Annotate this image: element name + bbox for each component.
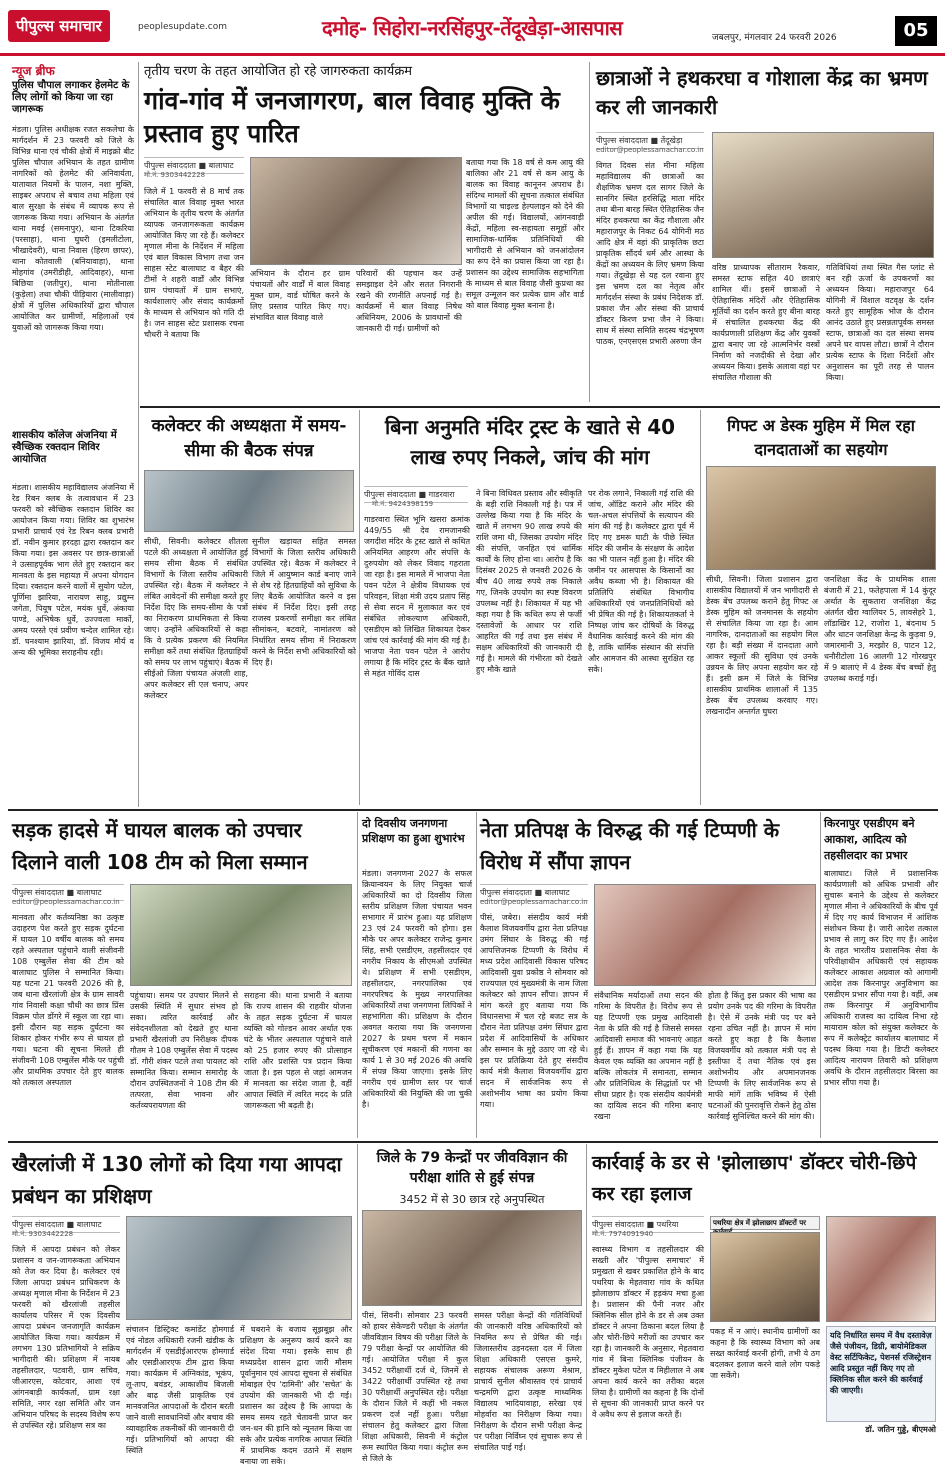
story4-mobile: मो.नं. 9424398159 bbox=[372, 500, 434, 508]
story12-quote-signature: डॉ. जतिन गुड्डे, बीएमओ bbox=[865, 1425, 936, 1434]
section-rule bbox=[8, 809, 938, 811]
newspaper-logo: पीपुल्स समाचार bbox=[8, 10, 110, 42]
story10-col-3-text: में घबराने के बजाय सूझबूझ और प्रशिक्षण के अनुरूप कार्य करने का संदेश दिया गया। इसके साथ ही मध्यप्रदेश शासन द्वारा जारी मौसम पूर्वानुमान एवं आपदा सूचना से संबंधित मोबाइल ऐप 'दामिनी' और 'सचेत' के उपयोग की जानकारी भी दी गई। प्रशासन का उद्देश्य है कि आपदा के समय समय रहते चेतावनी प्राप्त कर जन-धन की हानि को न्यूनतम किया जा सके और प्रत्येक नागरिक आपात स्थिति में प्राथमिक कदम उठाने में सक्षम बनाया जा सके। bbox=[240, 1325, 353, 1466]
brief-2-headline: शासकीय कॉलेज अंजनिया में स्वैच्छिक रक्तदान शिविर आयोजित bbox=[12, 430, 117, 465]
story12-mobile: मो.नं. 7974091940 bbox=[592, 1230, 654, 1238]
story10-photo bbox=[126, 1216, 352, 1320]
story10-headline: खैरलांजी में 130 लोगों को दिया गया आपदा प्रबंधन का प्रशिक्षण bbox=[12, 1152, 342, 1208]
story11-col-2-text: समस्त परीक्षा केन्द्रों की गतिविधियों की जानकारी वरिष्ठ अधिकारियों को नियमित रूप से प्रेषित की गई। जिलास्तरीय उड़नदस्ता दल में जिला शिक्षा अधिकारी एसएस कुमरे, सहायक संचालक अरूण मेश्राम, प्राचार्य सुनील श्रीवास्तव एवं प्राचार्य चन्द्रमणि द्वारा उत्कृष्ट माध्यमिक विद्यालय भादियावाहा, सरेखा एवं मोहर्वारा का निरीक्षण किया गया। निरीक्षण के दौरान सभी परीक्षा केन्द्र पर परीक्षा निर्विघ्न एवं सुचारू रूप से संचालित पाई गई। bbox=[474, 1311, 582, 1452]
story4-col-2-text: ने बिना विधिवत प्रस्ताव और स्वीकृति के बड़ी राशि निकाली गई है। पत्र में उल्लेख किया गया है कि मंदिर के खाते में लगभग 90 लाख रुपये की राशि जमा थी, जिसका उपयोग मंदिर की संपत्ति, जनहित एवं धार्मिक कार्यों के लिए होना था। आरोप है कि दिसंबर 2025 से जनवरी 2026 के बीच 40 लाख रुपये तक निकाले गए, जिनके उपयोग का स्पष्ट विवरण उपलब्ध नहीं है। शिकायत में यह भी कहा गया है कि कथित रूप से फर्जी दस्तावेजों के आधार पर राशि आहरित की गई तथा इस संबंध में सक्षम अधिकारियों की जानकारी दी गई है। मामले की गंभीरता को देखते हुए मौके खाते bbox=[476, 489, 582, 674]
story2-email: editor@peoplessamachar.co.in bbox=[596, 146, 704, 154]
story1-col-1-text: जिले में 1 फरवरी से 8 मार्च तक संचालित बाल विवाह मुक्त भारत अभियान के तृतीय चरण के अंतर्गत व्यापक जनजागरूकता कार्यक्रम आयोजित किए जा रहे हैं। कलेक्टर मृणाल मीना के निर्देशन में महिला एवं बाल विकास विभाग तथा जन साहस स्टेट बालाघाट व बैहर की टीमों ने शहरी वार्डों और विभिन्न ग्राम पंचायतों में ग्राम सभाएं, कार्यशालाएं और संवाद कार्यक्रमों के माध्यम से अभियान को गति दी है। जन साहस स्टेट प्रशासक रचना चौधरी ने बताया कि bbox=[144, 187, 244, 339]
story6-col-3-text: सराहना की। थाना प्रभारी ने बताया कि राज्य शासन की राहवीर योजना के तहत सड़क दुर्घटना में घायल व्यक्ति को गोल्डन आवर अर्थात एक घंटे के भीतर अस्पताल पहुंचाने वाले को 25 हजार रुपए की प्रोत्साहन राशि और प्रशस्ति पत्र प्रदान किया जाता है। इस पहल से जहां आमजन में मानवता का संदेश जाता है, वहीं आपात स्थिति में त्वरित मदद के प्रति जागरूकता भी बढ़ती है। bbox=[244, 991, 352, 1110]
story8-byline: पीपुल्स संवाददाता ■ बालाघाट bbox=[480, 884, 588, 901]
story11-col-1-text: पीसं, सिवनी। सोमवार 23 फरवरी को हायर सेकेण्डरी परीक्षा के अंतर्गत जीवविज्ञान विषय की परीक्षा जिले के 79 परीक्षा केन्द्रों पर आयोजित की गई। आयोजित परीक्षा में कुल 3452 परीक्षार्थी दर्ज थे, जिनमें से 3422 परीक्षार्थी उपस्थित रहे तथा 30 परीक्षार्थी अनुपस्थित रहे। परीक्षा के दौरान जिले में कहीं भी नकल प्रकरण दर्ज नहीं हुआ। परीक्षा संचालन हेतु कलेक्टर द्वारा जिला शिक्षा अधिकारी, सिवनी में कंट्रोल रूम स्थापित किया गया। कंट्रोल रूम से जिले के bbox=[362, 1311, 468, 1463]
story5-headline: गिफ्ट अ डेस्क मुहिम में मिल रहा दानदाताओं का सहयोग bbox=[727, 416, 915, 459]
story1-col-3-text: परिवारों की पहचान कर उन्हें समझाइश देने और सतत निगरानी रखने की रणनीति अपनाई गई है। कार्यक्रमों में बाल विवाह निषेध अधिनियम, 2006 के प्रावधानों की जानकारी दी गई। ग्रामीणों को bbox=[356, 269, 462, 333]
section-rule bbox=[8, 1141, 938, 1143]
column-rule bbox=[820, 812, 821, 1138]
story9-body: बालाघाट। जिले में प्रशासनिक कार्यप्रणाली को अधिक प्रभावी और सुचारू बनाने के उद्देश्य से कलेक्टर मृणाल मीना ने अधिकारियों के बीच पूर्व में दिए गए कार्य विभाजन में आंशिक संशोधन किया है। जारी आदेश तत्काल प्रभाव से लागू कर दिए गए हैं। आदेश के तहत भारतीय प्रशासनिक सेवा के परिवीक्षाधीन अधिकारी एवं सहायक कलेक्टर आकाश अग्रवाल को आगामी आदेश तक किरनापुर अनुविभाग का एसडीएम प्रभार सौंपा गया है। वहीं, अब तक किरनापुर में अनुविभागीय अधिकारी राजस्व का दायित्व निभा रहे मायाराम कोल को संयुक्त कलेक्टर के रूप में कलेक्ट्रेट कार्यालय बालाघाट में पदस्थ किया गया है। डिप्टी कलेक्टर आदित्य नारायण तिवारी को प्रशिक्षण अवधि के दौरान तहसीलदार बिरसा का प्रभार सौंपा गया है। bbox=[824, 869, 938, 1087]
story6-col-1-text: मानवता और कर्तव्यनिष्ठा का उत्कृष्ट उदाहरण पेश करते हुए सड़क दुर्घटना में घायल 10 वर्षीय बालक को समय रहते अस्पताल पहुंचाने वाली संजीवनी 108 एम्बुलेंस सेवा की टीम को बालाघाट पुलिस ने सम्मानित किया। यह घटना 21 फरवरी 2026 की है, जब थाना खैरलांजी क्षेत्र के ग्राम सावरी गांव निवासी कक्षा चौथी का छात्र प्रिंस विक्रम पोल डोंगरे में स्कूल जा रहा था। इसी दौरान यह सड़क दुर्घटना का शिकार होकर गंभीर रूप से घायल हो गया। घटना की सूचना मिलते ही संजीवनी 108 एम्बुलेंस मौके पर पहुंची और प्राथमिक उपचार देते हुए बालक को तत्काल अस्पताल bbox=[12, 913, 124, 1087]
story7-headline: दो दिवसीय जनगणना प्रशिक्षण का हुआ शुभारंभ bbox=[362, 817, 465, 845]
story6-email: editor@peoplessamachar.co.in bbox=[12, 898, 120, 906]
story1-mobile: मो.नं. 9303442228 bbox=[144, 171, 206, 179]
masthead bbox=[0, 0, 945, 56]
column-rule bbox=[476, 812, 477, 1138]
story2-col-3-text: गतिविधियां तथा स्थित गैस प्लांट से बन रही ऊर्जा के उपकरणों का अध्ययन किया। महाराजपुर 64 योगिनी में विशाल वटवृक्ष के दर्शन करते हुए सामूहिक भोज के दौरान आनंद उठाते हुए प्रसन्नतापूर्वक समस्त स्टाफ, छात्राओं का दल संस्था समय अपने घर वापस लौटा। छात्रों ने दौरान प्रत्येक स्टाफ के दिशा निर्देशों और अनुशासन का पूरी तरह से पालन किया। bbox=[826, 263, 934, 382]
story12-quote-box: यदि निर्धारित समय में वैध दस्तावेज़ जैसे पंजीयन, डिग्री, बायोमेडिकल वेस्ट सर्टिफिकेट, पेशनर्स रजिस्ट्रेशन आदि प्रस्तुत नहीं किए गए तो क्लिनिक सील करने की कार्रवाई की जाएगी। bbox=[826, 1326, 936, 1422]
story12-clipping-title: पथरिया क्षेत्र में झोलाछाप डॉक्टरों पर bbox=[710, 1216, 820, 1230]
column-rule bbox=[586, 1144, 587, 1440]
story1-col-2-text: अभियान के दौरान हर ग्राम पंचायतों और वार्डों में बाल विवाह मुक्त ग्राम, वार्ड घोषित करने के लिए प्रस्ताव पारित किए गए। संभावित बाल विवाह वाले bbox=[250, 269, 350, 322]
story5-photo bbox=[706, 466, 936, 570]
story8-col-1-text: पीसं, जबेरा। संसदीय कार्य मंत्री कैलाश विजयवर्गीय द्वारा नेता प्रतिपक्ष उमंग सिंघार के विरुद्ध की गई आपत्तिजनक टिप्पणी के विरोध में मध्य प्रदेश आदिवासी विकास परिषद आदिवासी युवा प्रकोष्ठ ने सोमवार को राज्यपाल एवं मुख्यमंत्री के नाम जिला कलेक्टर को ज्ञापन सौंपा। ज्ञापन में मांग करते हुए बताया गया कि विधानसभा में चल रहे बजट सत्र के दौरान नेता प्रतिपक्ष उमंग सिंघार द्वारा प्रदेश में आदिवासियों के अधिकार और सम्मान के मुद्दे उठाए जा रहे थे। इस पर प्रतिक्रिया देते हुए संसदीय कार्य मंत्री कैलाश विजयवर्गीय द्वारा सदन में सार्वजनिक रूप से अशोभनीय भाषा का प्रयोग किया गया। bbox=[480, 913, 588, 1109]
story6-headline: सड़क हादसे में घायल बालक को उपचार दिलाने वाली 108 टीम को मिला सम्मान bbox=[12, 818, 308, 874]
site-url: peoplesupdate.com bbox=[138, 22, 227, 32]
story8-col-3-text: होता है किंतु इस प्रकार की भाषा का प्रयोग उनके पद की गरिमा के विपरीत है। ऐसे में उनके मंत्री पद पर बने रहना उचित नहीं है। ज्ञापन में मांग करते हुए कहा है कि कैलाश विजयवर्गीय को तत्काल मंत्री पद से इस्तीफा दें तथा नैतिक एवं इस अशोभनीय और अपमानजनक टिप्पणी के लिए सार्वजनिक रूप से माफी मांगें ताकि भविष्य में ऐसी घटनाओं की पुनरावृत्ति रोकने हेतु ठोस कार्रवाई सुनिश्चित करने की मांग की। bbox=[708, 991, 816, 1121]
brief-1-body: मंडला। पुलिस अधीक्षक रजत सकलेचा के मार्गदर्शन में 23 फरवरी को जिले के विभिन्न थाना एवं चौकी क्षेत्रों में माइक्रो बीट पुलिस चौपाल अभियान के तहत ग्रामीण नागरिकों को हेलमेट की अनिवार्यता, यातायात नियमों के पालन, नशा मुक्ति, साइबर अपराध से बचाव तथा महिला एवं बाल सुरक्षा के संबंध में व्यापक रूप से जागरूक किया गया। अभियान के अंतर्गत थाना मवई (समनापुर), थाना टिकरिया (परसाहा), थाना घुघरी (इमलीटोला, भीखादेवरी), थाना निवास (हिरण छापर), थाना कोतवाली (बनियावाहा), थाना मोहगांव (उमरीडीही, आदिवाहर), थाना बिछिया (जतीपुर), थाना मोतीनाला (कुड़ेला) तथा चौकी पीड़ियारा (मालीवाड़ा) क्षेत्रों में पुलिस अधिकारियों द्वारा चौपाल आयोजित कर ग्रामीणों, महिलाओं एवं युवाओं को जागरूक किया गया। bbox=[12, 125, 134, 332]
story3-photo bbox=[144, 470, 354, 532]
story3-col-2-text: सुनील खड़ायत सहित समस्त विभागों के जिला स्तरीय अधिकारी उपस्थित रहे। बैठक में कलेक्टर ने जिले में आयुष्मान कार्ड बनाए जाने से शेष रहे हितग्राहियों को सुविधा के लिए बैठकें आयोजित करने व इस संबंध में निर्देश दिए। इसी तरह राजस्व प्रकरणों समीक्षा कर लंबित सीमांकन, बटवारे, नामांतरण को निर्धारित समय सीमा में निराकरण करने के निर्देश सभी अधिकारियों को दिए हैं। bbox=[252, 537, 356, 667]
column-rule bbox=[700, 410, 701, 805]
story8-email: editor@peoplessamachar.co.in bbox=[480, 898, 588, 906]
column-rule bbox=[138, 62, 139, 807]
story10-byline: पीपुल्स संवाददाता ■ बालाघाट bbox=[12, 1216, 120, 1233]
story11-subhead: 3452 में से 30 छात्र रहे अनुपस्थित bbox=[399, 1193, 545, 1206]
story2-byline: पीपुल्स संवाददाता ■ तेंदूखेड़ा bbox=[596, 132, 704, 149]
story1-col-4-text: बताया गया कि 18 वर्ष से कम आयु की बालिका और 21 वर्ष से कम आयु के बालक का विवाह कानूनन अपराध है। संदिग्ध मामलों की सूचना तत्काल संबंधित विभागों या चाइल्ड हेल्पलाइन को देने की अपील की गई। विद्यालयों, आंगनवाड़ी केंद्रों, महिला स्व-सहायता समूहों और सामाजिक-धार्मिक प्रतिनिधियों की भागीदारी से अभियान को जनआंदोलन का रूप देने का प्रयास किया जा रहा है। प्रशासन का उद्देश्य सामाजिक सहभागिता के माध्यम से बाल विवाह जैसी कुप्रथा का समूल उन्मूलन कर प्रत्येक ग्राम और वार्ड को बाल विवाह मुक्त बनाना है। bbox=[466, 158, 584, 310]
story4-byline: पीपुल्स संवाददाता ■ गाडरवारा bbox=[364, 486, 468, 503]
story2-photo bbox=[712, 132, 934, 258]
column-rule bbox=[357, 812, 358, 1138]
page-number: 05 bbox=[895, 16, 937, 46]
story11-photo bbox=[362, 1210, 582, 1306]
story12-clipping-image bbox=[710, 1232, 820, 1322]
story5-col-2-text: जनशिक्षा केंद्र के प्राथमिक शाला बंजारी में 21, फतेहपाला में 14 कुंदूर अर्थात के सुकतारा जनशिक्षा केंद्र अंतर्गत खैरा ग्वालियर 5, लावसेहरे 1, लॉडाखिर 12, राजोरा 1, बंदनाथ 5 और धाटन जनशिक्षा केन्द्र के कुड़वा 9, जमारमानी 3, मरझोर 8, पाटन 12, धनौरीटोला 16 आलगी 12 गोरखपुर में 9 बालाएं में 4 डेस्क बेंच बच्चों हेतु उपलब्ध कराई गई। bbox=[824, 575, 936, 683]
story10-col-2-text: संचालन डिस्ट्रिक्ट कमांडेंट होमगार्ड एवं नोडल अधिकारी रजनी खंडीक के मार्गदर्शन में एसडीईआरएफ होमगार्ड और एसडीआरएफ टीम द्वारा किया गया। कार्यक्रम में अग्निकांड, भूकंप, लू-ताप, बवंडर, आकाशीय बिजली और बाढ़ जैसी प्राकृतिक एवं मानवजनित आपदाओं के दौरान बरती जाने वाली सावधानियों और बचाव की व्यावहारिक तकनीकों की जानकारी दी गई। प्रतिभागियों को आपदा की स्थिति bbox=[126, 1325, 234, 1455]
story1-byline: पीपुल्स संवाददाता ■ बालाघाट bbox=[144, 157, 244, 174]
column-rule bbox=[589, 62, 590, 402]
story5-col-1-text: सीधी, सिवनी। जिला प्रशासन द्वारा शासकीय विद्यालयों में जन भागीदारी से डेस्क बेंच उपलब्ध कराने हेतु गिफ्ट अ डेस्क मुहिम को जनमानस के सहयोग से संचालित किया जा रहा है। आम नागरिक, दानदाताओं का सहयोग मिल रहा है। बड़ी संख्या में दानदाता आगे आकर स्कूलों की सुविधा एवं उनके उन्नयन के लिए अपना सहयोग कर रहे हैं। इसी क्रम में जिले के विभिन्न शासकीय प्राथमिक शालाओं में 135 डेस्क बेंच उपलब्ध करवाए गए। लखनादौन अन्तर्गत घुघरा bbox=[706, 575, 818, 716]
story11-headline: जिले के 79 केन्द्रों पर जीवविज्ञान की परीक्षा शांति से हुई संपन्न bbox=[376, 1150, 568, 1186]
story10-mobile: मो.नं. 9303442228 bbox=[12, 1230, 74, 1238]
story12-headline: कार्रवाई के डर से 'झोलाछाप' डॉक्टर चोरी-छिपे कर रहा इलाज bbox=[592, 1152, 917, 1205]
column-rule bbox=[359, 410, 360, 805]
story2-col-1-text: विगत दिवस संत मीना महिला महाविद्यालय की छात्राओं का शैक्षणिक भ्रमण दल सागर जिले के सानगिर स्थित हरसिद्धि माता मंदिर तथा बीना बारह स्थित ऐतिहासिक जैन मंदिर हथकरघा का केंद्र गौशाला और महाराजपुर के निकट 64 योगिनी मठ आदि क्षेत्र में वहां की प्राकृतिक छटा प्राकृतिक सौंदर्य धर्म और आस्था के केंद्रों का अध्ययन के लिए भ्रमण किया गया। तेंदूखेड़ा से यह दल रवाना हुए इस भ्रमण दल का नेतृत्व और मार्गदर्शन संस्था के प्रबंध निदेशक डॉ. प्रकाश जैन और संस्था की प्राचार्य डॉक्टर किरण प्रभा जैन ने किया। साथ में संस्था समिति सदस्य चंद्रभूषण पाठक, एनएसएस प्रभारी अरुणा जैन bbox=[596, 161, 704, 346]
story12-col-1-text: स्वास्थ्य विभाग व तहसीलदार की सख्ती और 'पीपुल्स समाचार' में प्रमुखता से खबर प्रकाशित होने के बाद पथरिया के मेहतवारा गांव के कथित झोलाछाप डॉक्टर में हड़कंप मचा हुआ है। प्रशासन की पैनी नजर और क्लिनिक सील होने के डर से अब उक्त डॉक्टर ने अपना ठिकाना बदल लिया है और चोरी-छिपे मरीजों का उपचार कर रहा है। जानकारी के अनुसार, मेहतवारा गांव में बिना क्लिनिक पंजीयन के डॉक्टर मुकेश पटेल व मिहीलाल ने अब अपना कार्य करने का तरीका बदल लिया है। ग्रामीणों का कहना है कि दोनों से सूचना की जानकारी प्राप्त करने पर वे अवैध रूप से इलाज करते हैं। bbox=[592, 1245, 704, 1419]
story4-col-3-text: पर रोक लगाने, निकाली गई राशि की जांच, ऑडिट कराने और मंदिर की चल-अचल संपत्तियों के सत्यापन की मांग की गई है। कलेक्टर द्वारा पूर्व में दिए गए डमरू घाटी के पीछे स्थित मंदिर की जमीन के संरक्षण के आदेश का भी पालन नहीं हुआ है। मंदिर की जमीन पर आसपास के किसानों का अवैध कब्जा भी है। शिकायत की प्रतिलिपि संबंधित विभागीय अधिकारियों एवं जनप्रतिनिधियों को भी प्रेषित की गई है। शिकायतकर्ता ने निष्पक्ष जांच कर दोषियों के विरुद्ध वैधानिक कार्रवाई करने की मांग की है, ताकि धार्मिक संस्थान की संपत्ति और आमजन की आस्था सुरक्षित रह सके। bbox=[588, 489, 694, 674]
brief-2-body: मंडला। शासकीय महाविद्यालय अंजनिया में रेड रिबन क्लब के तत्वावधान में 23 फरवरी को स्वैच्छिक रक्तदान शिविर का आयोजन किया गया। शिविर का शुभारंभ प्रभारी प्राचार्य एवं रेड रिबन क्लब प्रभारी डॉ. नवीन कुमार हरदहा द्वारा रक्तदान कर किया गया। इस अवसर पर छात्र-छात्राओं ने उत्साहपूर्वक भाग लेते हुए रक्तदान कर मानवता के इस महायज्ञ में अपना योगदान दिया। रक्तदान करने वालों में सुयोग पटेल, पूर्णिमा झारिया, नारायण साहू, प्रद्युम्न जगेता, पियूष पटेल, मयंक धुर्वे, अंकाया पाण्डे, अभिषेक धुर्वे, उज्ज्वला मार्को, अमय परस्ते एवं प्रवीण चन्देल शामिल रहे। डॉ. घनश्याम झारिया, डॉ. विजय मौर्य व अन्य की भूमिका सराहनीय रही। bbox=[12, 483, 134, 657]
story12-col-2-text: पकड़ में न आएं। स्थानीय ग्रामीणों का कहना है कि स्वास्थ्य विभाग को अब सख्त कार्रवाई करनी होगी, तभी ये ठग बदलकर इलाज करने वाले लोग पकड़े जा सकेंगे। bbox=[710, 1327, 820, 1380]
story10-col-1-text: जिले में आपदा प्रबंधन को लेकर प्रशासन व जन-जागरूकता अभियान को तेज कर दिया है। कलेक्टर एवं जिला आपदा प्रबंधन प्राधिकरण के अध्यक्ष मृणाल मीना के निर्देशन में 23 फरवरी को खैरलांजी तहसील कार्यालय परिसर में एक दिवसीय आपदा प्रबंधन जनजागृति कार्यक्रम आयोजित किया गया। कार्यक्रम में लगभग 130 प्रतिभागियों ने सक्रिय भागीदारी की। प्रशिक्षण में नायब तहसीलदार, पटवारी, ग्राम सचिव, जीआरएस, कोटवार, आशा एवं आंगनबाड़ी कार्यकर्ता, ग्राम रक्षा समिति, नगर रक्षा समिति और जन अभियान परिषद के सदस्य विशेष रूप से उपस्थित रहे। प्रशिक्षण सत्र का bbox=[12, 1245, 120, 1430]
story4-headline: बिना अनुमति मंदिर ट्रस्ट के खाते से 40 लाख रुपए निकले, जांच की मांग bbox=[384, 415, 676, 469]
story6-photo bbox=[130, 884, 352, 986]
story8-photo bbox=[594, 884, 816, 986]
story9-headline: किरनापुर एसडीएम बने आकाश, आदित्य को तहसीलदार का प्रभार bbox=[824, 817, 915, 862]
story8-col-2-text: संवैधानिक मर्यादाओं तथा सदन की गरिमा के विपरीत है। विरोध रूप से यह टिप्पणी एक प्रमुख आदिवासी नेता के प्रति की गई है जिससे समस्त आदिवासी समाज की भावनाएं आहत हुई हैं। ज्ञापन में कहा गया कि यह केवल एक व्यक्ति का अपमान नहीं है बल्कि लोकतंत्र में समानता, सम्मान और प्रतिनिधित्व के सिद्धांतों पर भी सीधा प्रहार है। एक संसदीय कार्यमंत्री का दायित्व सदन की गरिमा बनाए रखना bbox=[594, 991, 702, 1121]
story12-photo bbox=[826, 1216, 936, 1322]
story1-headline: गांव-गांव में जनजागरण, बाल विवाह मुक्ति के प्रस्ताव हुए पारित bbox=[144, 86, 560, 148]
section-rule bbox=[140, 406, 940, 408]
story3-col-1-text: सीधी, सिवनी। कलेक्टर शीतला पटले की अध्यक्षता में आयोजित हुई समय सीमा बैठक में संबंधित विभागों के जिला स्तरीय अधिकारी उपस्थित रहे। बैठक में कलेक्टर ने लंबित आवेदनों की समीक्षा करते हुए निर्देश दिए कि समय-सीमा के पत्रों का निराकरण प्राथमिकता से किया जाए। उन्होंने अधिकारियों से कहा कि वे प्रत्येक प्रकरण की नियमित समीक्षा करें तथा संबंधित हितग्राहियों को समय पर लाभ पहुंचाएं। बैठक में सीईओ जिला पंचायत अंजली शाह, अपर कलेक्टर सी एल चनाप, अपर कलेक्टर bbox=[144, 537, 248, 700]
story3-headline: कलेक्टर की अध्यक्षता में समय-सीमा की बैठक संपन्न bbox=[151, 416, 347, 461]
news-brief-label: न्यूज ब्रीफ bbox=[12, 64, 55, 78]
story7-body: मंडला। जनगणना 2027 के सफल क्रियान्वयन के लिए नियुक्त चार्ज अधिकारियों का दो दिवसीय जिला स्तरीय प्रशिक्षण जिला पंचायत भवन सभागार में प्रारंभ हुआ। यह प्रशिक्षण 23 एवं 24 फरवरी को होगा। इस मौके पर अपर कलेक्टर राजेन्द्र कुमार सिंह, सभी एसडीएम, तहसीलदार एवं नगरीय निकाय के सीएमओ उपस्थित थे। प्रशिक्षण में सभी एसडीएम, तहसीलदार, नगरपालिका एवं नगरपरिषद के मुख्य नगरपालिका अधिकारियों तथा जनगणना लिपिकों ने सहभागिता की। प्रशिक्षण के दौरान अवगत कराया गया कि जनगणना 2027 के प्रथम चरण में मकान सूचीकरण एवं मकानों की गणना का कार्य 1 से 30 मई 2026 की अवधि में संपन्न किया जाएगा। इसके लिए नगरीय एवं ग्रामीण स्तर पर चार्ज अधिकारियों की नियुक्ति की जा चुकी है। bbox=[362, 869, 472, 1109]
story2-col-2-text: वरिष्ठ प्राध्यापक सीताराम रैकवार, समस्त स्टाफ सहित 40 छात्राएं शामिल थीं। इसमें छात्राओं ने ऐतिहासिक मंदिरों और ऐतिहासिक मूर्तियों का दर्शन करते हुए बीना बारह में संचालित हथकरघा केंद्र की कार्यप्रणाली प्रशिक्षण केंद्र और युवकों द्वारा बनाए जा रहे आत्मनिर्भर वस्त्रों निर्माण को नजदीकी से देखा और अध्ययन किया। इसके अलावा वहां पर संचालित गौशाला की bbox=[712, 263, 820, 382]
story8-headline: नेता प्रतिपक्ष के विरुद्ध की गई टिप्पणी के विरोध में सौंपा ज्ञापन bbox=[480, 818, 780, 874]
column-rule bbox=[357, 1144, 358, 1440]
story6-byline: पीपुल्स संवाददाता ■ बालाघाट bbox=[12, 884, 124, 901]
story1-photo bbox=[250, 157, 462, 265]
dateline: जबलपुर, मंगलवार 24 फरवरी 2026 bbox=[712, 33, 837, 43]
story6-col-2-text: पहुंचाया। समय पर उपचार मिलने से उसकी स्थिति में सुधार संभव हो सका। त्वरित कार्रवाई और संवेदनशीलता को देखते हुए थाना प्रभारी खैरलांजी उप निरीक्षक दीपक गौतम ने 108 एम्बुलेंस सेवा में पदस्थ डॉ. गौरी शंकर पटले तथा पायलट को सम्मानित किया। सम्मान समारोह के दौरान उपस्थितजनों ने 108 टीम की तत्परता, सेवा भावना और कर्तव्यपरायणता की bbox=[130, 991, 238, 1110]
story12-byline: पीपुल्स संवाददाता ■ पथरिया bbox=[592, 1216, 704, 1233]
brief-1-headline: पुलिस चौपाल लगाकर हेलमेट के लिए लोगों को किया जा रहा जागरूक bbox=[12, 80, 130, 115]
story2-headline: छात्राओं ने हथकरघा व गोशाला केंद्र का भ्रमण कर ली जानकारी bbox=[596, 66, 928, 119]
story1-kicker: तृतीय चरण के तहत आयोजित हो रहे जागरुकता कार्यक्रम bbox=[144, 64, 413, 79]
story4-col-1-text: गाडरवारा स्थित भूमि खसरा क्रमांक 449/55 श्री देव रामजानकी जगदीश मंदिर के ट्रस्ट खाते से कथित अनियमित आहरण और संपत्ति के दुरुपयोग को लेकर विवाद गहराता जा रहा है। इस मामले में भाजपा नेता पवन पटेल ने क्षेत्रीय विधायक एवं परिवहन, शिक्षा मंत्री उदय प्रताप सिंह से सेवा सदन में मुलाकात कर एवं संबंधित लोकल्याण अधिकारी, एसडीएम को लिखित शिकायत देकर जांच एवं कार्रवाई की मांग की गई है। भाजपा नेता पवन पटेल ने आरोप लगाया है कि मंदिर ट्रस्ट के बैंक खाते से महंत गोविंद दास bbox=[364, 515, 470, 678]
page-regions-title: दमोह- सिहोरा-नरसिंहपुर-तेंदूखेड़ा-आसपास bbox=[322, 16, 623, 40]
